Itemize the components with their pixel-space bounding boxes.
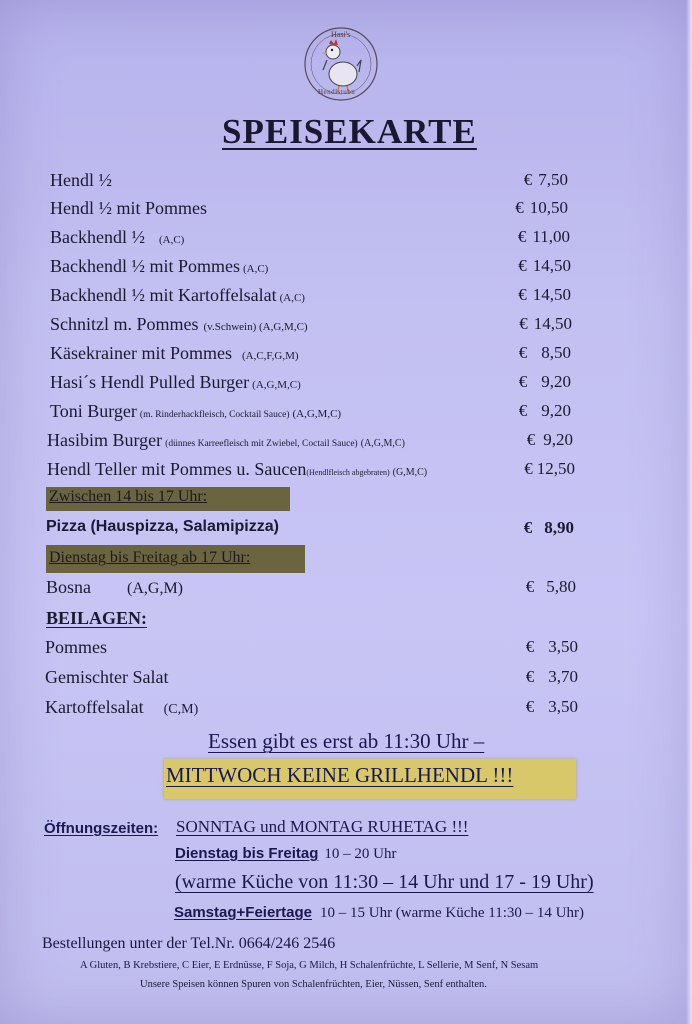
menu-item: [47, 459, 577, 485]
item-allergens: (A,C): [279, 292, 305, 304]
item-allergens: (A,G,M,C): [360, 438, 405, 449]
item-name: Pizza (Hauspizza, Salamipizza): [46, 518, 279, 535]
paper-edge: [686, 0, 692, 1024]
item-price: 14,50: [532, 285, 571, 304]
item-note: (dünnes Karreefleisch mit Zwiebel, Coctail Sauce): [165, 439, 358, 449]
allergen-legend: A Gluten, B Krebstiere, C Eier, E Erdnüsse, F Soja, G Milch, H Schalenfrüchte, L Sellerie, M Senf, N Sesam: [80, 960, 539, 971]
item-name: Hendl ½: [50, 170, 112, 190]
currency: €: [525, 577, 535, 596]
currency: €: [519, 314, 528, 333]
menu-item: [50, 401, 580, 427]
weekday-days: Dienstag bis Freitag: [175, 845, 319, 862]
item-price: 8,50: [541, 343, 571, 362]
item-price: 9,20: [543, 430, 573, 449]
item-price: 3,50: [548, 637, 578, 656]
item-note: (Hendlfleisch abgebraten): [306, 468, 390, 477]
item-allergens: (A,G,M): [127, 580, 183, 597]
currency: €: [517, 227, 527, 246]
item-price: 14,50: [533, 314, 572, 333]
hours-label: Öffnungszeiten:: [44, 820, 159, 837]
closed-days: SONNTAG und MONTAG RUHETAG !!!: [176, 817, 469, 836]
item-name: Backhendl ½ mit Kartoffelsalat: [50, 285, 277, 305]
logo-text-bottom: Hendlstubn: [318, 88, 356, 96]
item-price: 12,50: [536, 459, 575, 478]
warm-kitchen-hours: (warme Küche von 11:30 – 14 Uhr und 17 - 19 Uhr): [175, 871, 594, 893]
item-allergens: (A,G,M,C): [252, 379, 301, 391]
menu-item: [50, 314, 580, 340]
item-name: Bosna: [46, 577, 91, 597]
item-name: Käsekrainer mit Pommes: [50, 343, 232, 363]
item-allergens: (A,C): [242, 263, 269, 275]
item-name: Hasibim Burger: [47, 430, 163, 450]
currency: €: [515, 198, 524, 217]
order-phone: Bestellungen unter der Tel.Nr. 0664/246 2546: [42, 935, 336, 952]
menu-item: [50, 170, 580, 196]
item-price: 14,50: [532, 256, 571, 275]
currency: €: [518, 372, 528, 391]
currency: €: [518, 401, 528, 420]
weekday-hours: [175, 845, 396, 863]
item-name: Gemischter Salat: [45, 667, 169, 687]
currency: €: [518, 343, 528, 362]
menu-item: [50, 372, 580, 398]
currency: €: [523, 518, 533, 537]
item-price: 7,50: [538, 170, 568, 189]
item-name: Pommes: [45, 637, 108, 657]
weekend-hours: [174, 904, 584, 922]
item-name: Toni Burger: [50, 401, 137, 421]
wednesday-notice: MITTWOCH KEINE GRILLHENDL !!!: [166, 763, 514, 787]
sides-heading: BEILAGEN:: [46, 608, 148, 628]
item-price: 10,50: [529, 198, 568, 217]
item-price: 9,20: [541, 401, 571, 420]
evening-label: Dienstag bis Freitag ab 17 Uhr:: [46, 545, 305, 573]
weekday-time: 10 – 20 Uhr: [324, 846, 397, 862]
item-note: (m. Rinderhackfleisch, Cocktail Sauce): [139, 410, 290, 420]
menu-item: [50, 198, 580, 224]
item-price: 5,80: [546, 577, 576, 596]
menu-item: [50, 285, 580, 311]
item-price: 9,20: [541, 372, 571, 391]
item-allergens: (A,C): [158, 234, 185, 246]
currency: €: [523, 170, 533, 189]
currency: €: [525, 697, 535, 716]
item-allergens: (G,M,C): [392, 467, 428, 478]
currency: €: [518, 285, 527, 304]
item-name: Backhendl ½ mit Pommes: [50, 256, 240, 276]
item-price: 11,00: [532, 227, 570, 246]
item-allergens: (A,C,F,G,M): [241, 350, 299, 362]
item-allergens: (C,M): [163, 702, 199, 717]
page-title: SPEISEKARTE: [222, 112, 477, 151]
item-name: Hasi´s Hendl Pulled Burger: [50, 372, 250, 392]
currency: €: [525, 667, 535, 686]
item-price: 3,50: [548, 697, 578, 716]
menu-item: [50, 227, 580, 253]
weekend-time: 10 – 15 Uhr (warme Küche 11:30 – 14 Uhr): [319, 905, 584, 921]
bosna-item: [46, 577, 576, 603]
afternoon-label: Zwischen 14 bis 17 Uhr:: [46, 487, 290, 511]
currency: €: [526, 430, 536, 449]
item-name: Kartoffelsalat: [45, 697, 144, 717]
item-allergens: (v.Schwein) (A,G,M,C): [203, 321, 308, 333]
menu-item: [47, 430, 575, 456]
currency: €: [524, 459, 533, 478]
currency: €: [525, 637, 535, 656]
item-name: Hendl Teller mit Pommes u. Saucen: [47, 459, 307, 479]
menu-item: [50, 343, 580, 369]
menu-item: [50, 256, 580, 282]
item-name: Backhendl ½: [50, 227, 145, 247]
pizza-item: [46, 518, 576, 544]
currency: €: [518, 256, 527, 275]
logo-text-top: Hasi's: [331, 30, 351, 39]
weekend-days: Samstag+Feiertage: [174, 904, 312, 921]
item-name: Schnitzl m. Pommes: [50, 314, 199, 334]
food-start-notice: Essen gibt es erst ab 11:30 Uhr –: [208, 729, 485, 753]
item-price: 3,70: [548, 667, 578, 686]
side-item: [45, 667, 578, 693]
item-allergens: (A,G,M,C): [292, 408, 342, 420]
item-name: Hendl ½ mit Pommes: [50, 198, 207, 218]
traces-note: Unsere Speisen können Spuren von Schalenfrüchten, Eier, Nüssen, Senf enthalten.: [140, 979, 487, 990]
side-item: [45, 637, 578, 663]
side-item: [45, 697, 578, 723]
item-price: 8,90: [544, 518, 574, 537]
